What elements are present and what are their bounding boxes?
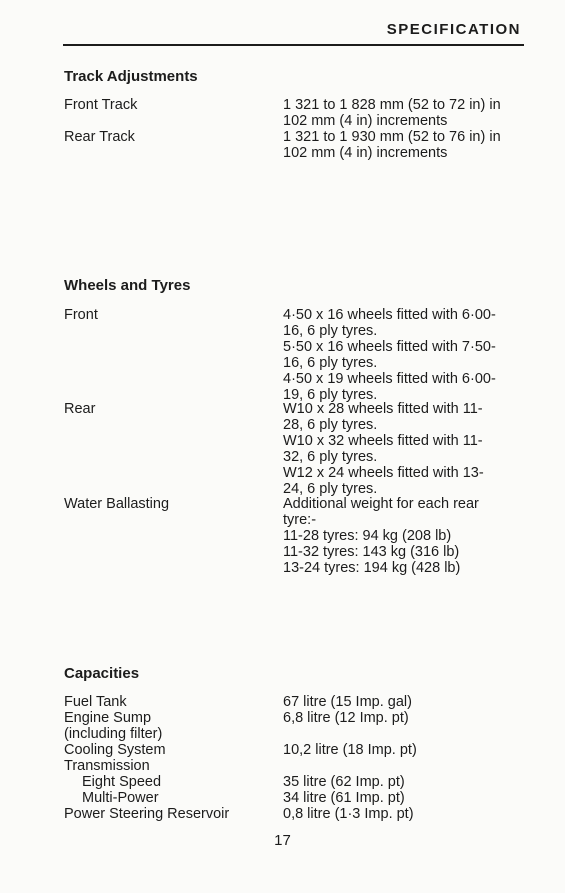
rear-track-label: Rear Track <box>64 129 135 145</box>
rear-track-line: 102 mm (4 in) increments <box>283 145 448 161</box>
front-wheels-line: 4·50 x 19 wheels fitted with 6·00- <box>283 371 496 387</box>
front-track-label: Front Track <box>64 97 138 113</box>
multi-power-label: Multi-Power <box>82 790 159 806</box>
section-title-capacities: Capacities <box>64 665 140 682</box>
front-wheels-line: 16, 6 ply tyres. <box>283 355 378 371</box>
rear-wheels-line: 28, 6 ply tyres. <box>283 417 378 433</box>
rear-wheels-line: 32, 6 ply tyres. <box>283 449 378 465</box>
engine-sump-value: 6,8 litre (12 Imp. pt) <box>283 710 409 726</box>
rear-wheels-line: 24, 6 ply tyres. <box>283 481 378 497</box>
rear-wheels-line: W12 x 24 wheels fitted with 13- <box>283 465 484 481</box>
front-track-value <box>283 97 523 129</box>
front-wheels-line: 5·50 x 16 wheels fitted with 7·50- <box>283 339 496 355</box>
front-wheels-line: 19, 6 ply tyres. <box>283 387 378 403</box>
rear-wheels-value <box>283 401 523 497</box>
transmission-label: Transmission <box>64 758 150 774</box>
front-wheels-line: 16, 6 ply tyres. <box>283 323 378 339</box>
front-track-line: 102 mm (4 in) increments <box>283 113 448 129</box>
front-wheels-line: 4·50 x 16 wheels fitted with 6·00- <box>283 307 496 323</box>
cooling-system-label: Cooling System <box>64 742 166 758</box>
page-header: SPECIFICATION <box>386 21 521 38</box>
water-ballasting-label: Water Ballasting <box>64 496 170 512</box>
cooling-system-value: 10,2 litre (18 Imp. pt) <box>283 742 417 758</box>
fuel-tank-label: Fuel Tank <box>64 694 127 710</box>
section-title-wheels: Wheels and Tyres <box>64 277 191 294</box>
rear-wheels-line: W10 x 28 wheels fitted with 11- <box>283 401 483 417</box>
water-ballasting-value <box>283 496 523 576</box>
fuel-tank-value: 67 litre (15 Imp. gal) <box>283 694 412 710</box>
eight-speed-value: 35 litre (62 Imp. pt) <box>283 774 405 790</box>
ballast-line: Additional weight for each rear <box>283 496 479 512</box>
engine-sump-note: (including filter) <box>64 726 163 742</box>
rear-wheels-line: W10 x 32 wheels fitted with 11- <box>283 433 483 449</box>
ballast-line: tyre:- <box>283 512 317 528</box>
front-track-line: 1 321 to 1 828 mm (52 to 72 in) in <box>283 97 501 113</box>
engine-sump-label: Engine Sump <box>64 710 152 726</box>
front-wheels-label: Front <box>64 307 98 323</box>
front-wheels-value <box>283 307 523 403</box>
rear-track-line: 1 321 to 1 930 mm (52 to 76 in) in <box>283 129 501 145</box>
multi-power-value: 34 litre (61 Imp. pt) <box>283 790 405 806</box>
eight-speed-label: Eight Speed <box>82 774 162 790</box>
power-steering-label: Power Steering Reservoir <box>64 806 230 822</box>
rear-wheels-label: Rear <box>64 401 96 417</box>
header-rule <box>63 44 524 46</box>
page-number: 17 <box>274 832 291 849</box>
rear-track-value <box>283 129 523 161</box>
power-steering-value: 0,8 litre (1·3 Imp. pt) <box>283 806 414 822</box>
ballast-line: 13-24 tyres: 194 kg (428 lb) <box>283 560 461 576</box>
section-title-track: Track Adjustments <box>64 68 198 85</box>
ballast-line: 11-32 tyres: 143 kg (316 lb) <box>283 544 460 560</box>
ballast-line: 11-28 tyres: 94 kg (208 lb) <box>283 528 452 544</box>
